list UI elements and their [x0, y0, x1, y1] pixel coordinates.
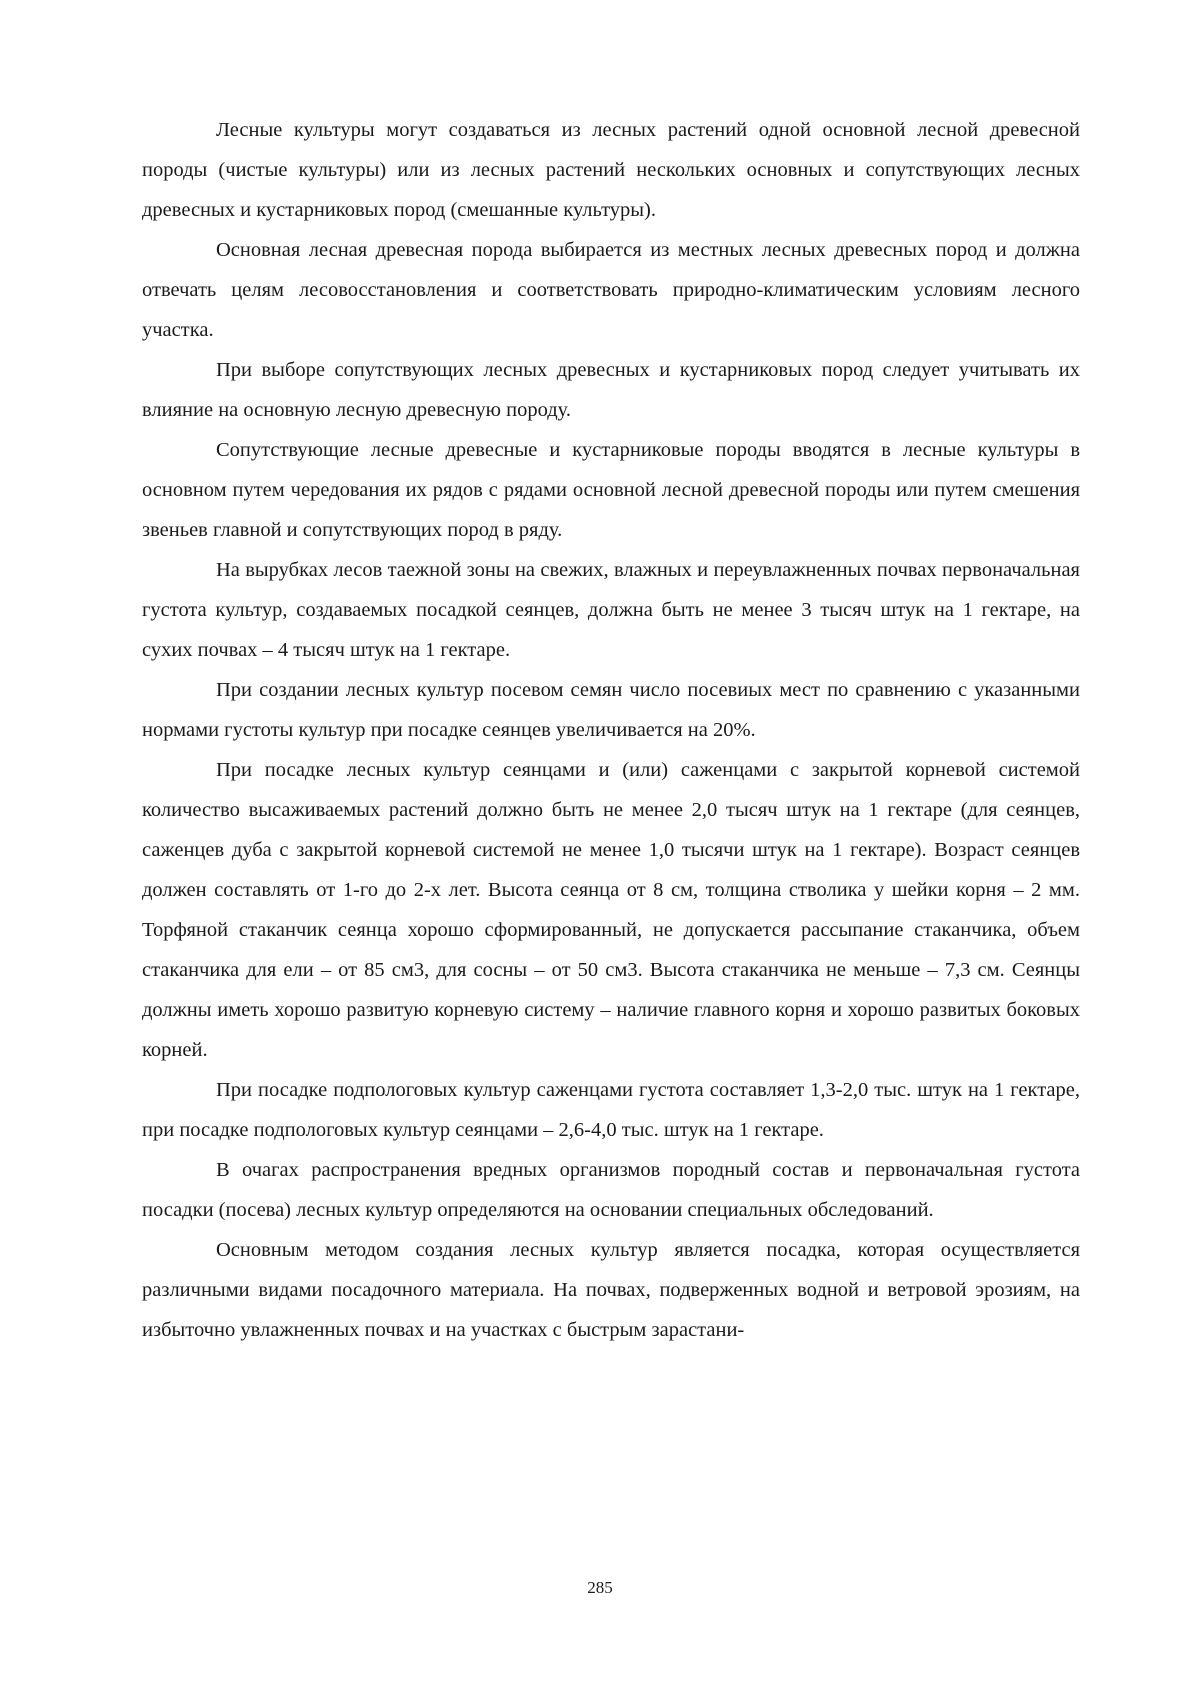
paragraph: При создании лесных культур посевом семян число посевиых мест по сравнению с указанными нормами густоты культур при посадке сеянцев увеличивается на 20%.	[142, 679, 1080, 741]
paragraph: Сопутствующие лесные древесные и кустарниковые породы вводятся в лесные культуры в основном путем чередования их рядов с рядами основной лесной древесной породы или путем смешения звеньев главной и сопутствующих пород в ряду.	[142, 439, 1080, 541]
body-text	[142, 110, 1080, 1350]
paragraph: При выборе сопутствующих лесных древесных и кустарниковых пород следует учитывать их влияние на основную лесную древесную породу.	[142, 359, 1080, 421]
page-number: 285	[587, 1578, 613, 1597]
paragraph: Лесные культуры могут создаваться из лесных растений одной основной лесной древесной породы (чистые культуры) или из лесных растений нескольких основных и сопутствующих лесных древесных и кустарниковых пород (смешанные культуры).	[142, 119, 1080, 221]
paragraph: В очагах распространения вредных организмов породный состав и первоначальная густота посадки (посева) лесных культур определяются на основании специальных обследований.	[142, 1159, 1080, 1221]
paragraph: При посадке подпологовых культур саженцами густота составляет 1,3-2,0 тыс. штук на 1 гектаре, при посадке подпологовых культур сеянцами – 2,6-4,0 тыс. штук на 1 гектаре.	[142, 1079, 1080, 1141]
paragraph: Основным методом создания лесных культур является посадка, которая осуществляется различными видами посадочного материала. На почвах, подверженных водной и ветровой эрозиям, на избыточно увлажненных почвах и на участках с быстрым зарастани-	[142, 1239, 1080, 1341]
paragraph: На вырубках лесов таежной зоны на свежих, влажных и переувлажненных почвах первоначальная густота культур, создаваемых посадкой сеянцев, должна быть не менее 3 тысяч штук на 1 гектаре, на сухих почвах – 4 тысяч штук на 1 гектаре.	[142, 559, 1080, 661]
paragraph: При посадке лесных культур сеянцами и (или) саженцами с закрытой корневой системой количество высаживаемых растений должно быть не менее 2,0 тысяч штук на 1 гектаре (для сеянцев, саженцев дуба с закрытой корневой системой не менее 1,0 тысячи штук на 1 гектаре). Возраст сеянцев должен составлять от 1-го до 2-х лет. Высота сеянца от 8 см, толщина стволика у шейки корня – 2 мм. Торфяной стаканчик сеянца хорошо сформированный, не допускается рассыпание стаканчика, объем стаканчика для ели – от 85 см3, для сосны – от 50 см3. Высота стаканчика не меньше – 7,3 см. Сеянцы должны иметь хорошо развитую корневую систему – наличие главного корня и хорошо развитых боковых корней.	[142, 759, 1080, 1061]
paragraph: Основная лесная древесная порода выбирается из местных лесных древесных пород и должна отвечать целям лесовосстановления и соответствовать природно-климатическим условиям лесного участка.	[142, 239, 1080, 341]
